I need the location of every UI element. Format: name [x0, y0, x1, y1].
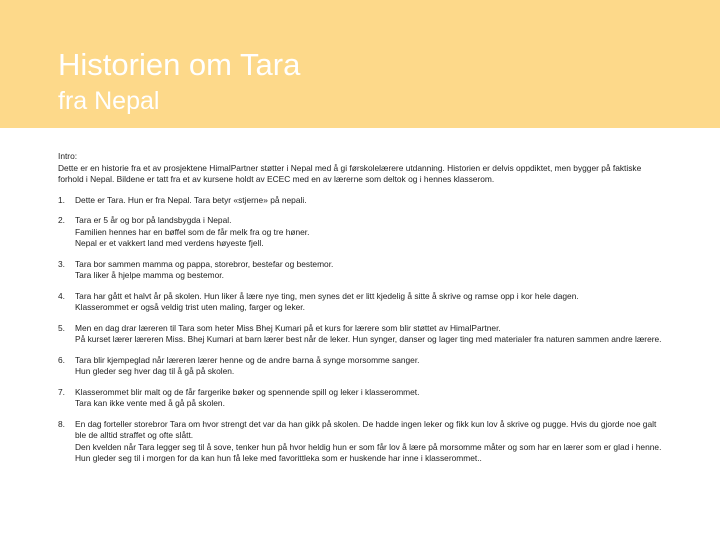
slide-content [58, 151, 664, 474]
list-item-number: 6. [58, 354, 65, 365]
list-item-number: 8. [58, 418, 65, 429]
slide-subtitle: fra Nepal [58, 87, 160, 115]
list-item [58, 355, 664, 378]
list-item-text [75, 215, 664, 250]
list-item-text [75, 355, 664, 378]
list-item-line: Men en dag drar læreren til Tara som heter Miss Bhej Kumari på et kurs for lærere som blir støttet av HimalPartner. [75, 322, 501, 333]
list-item [58, 419, 664, 465]
list-item-number: 7. [58, 386, 65, 397]
intro-heading: Intro: [58, 151, 78, 161]
slide-title: Historien om Tara [58, 47, 301, 82]
intro-body: Dette er en historie fra et av prosjektene HimalPartner støtter i Nepal med å gi førskolelærere utdanning. Historien er delvis oppdiktet, men bygger på faktiske forhold i Nepal. Bildene er tatt fra et av kursene holdt av ECEC med en av lærerne som deltok og i hennes klasserom. [58, 162, 642, 185]
list-item-number: 1. [58, 194, 65, 205]
list-item-number: 2. [58, 215, 65, 226]
list-item-text [75, 259, 664, 282]
list-item-line: Dette er Tara. Hun er fra Nepal. Tara betyr «stjerne» på nepali. [75, 194, 307, 205]
list-item-line: På kurset lærer læreren Miss. Bhej Kumari at barn lærer best når de leker. Hun synger, danser og lager ting med materialer fra naturen sammen andre lærere. [75, 334, 662, 345]
list-item-number: 3. [58, 258, 65, 269]
list-item [58, 259, 664, 282]
list-item [58, 215, 664, 250]
story-list [58, 195, 664, 465]
list-item [58, 291, 664, 314]
list-item-text [75, 419, 664, 465]
list-item-number: 4. [58, 290, 65, 301]
list-item-line: Familien hennes har en bøffel som de får melk fra og tre høner. [75, 226, 310, 237]
list-item-line: Tara kan ikke vente med å gå på skolen. [75, 398, 225, 409]
list-item-text [75, 291, 664, 314]
list-item-text [75, 387, 664, 410]
list-item-line: Tara liker å hjelpe mamma og bestemor. [75, 270, 224, 281]
list-item [58, 323, 664, 346]
list-item-line: Den kvelden når Tara legger seg til å sove, tenker hun på hvor heldig hun er som får lov å lære på morsomme måter og som har en lærer som er glad i henne. Hun gleder seg til i morgen for da kan hun få leke med favorittleka som er huskende har inne i klasserommet.. [75, 441, 662, 464]
intro-section [58, 151, 664, 186]
list-item-line: Tara er 5 år og bor på landsbygda i Nepal. [75, 215, 232, 226]
list-item-text [75, 323, 664, 346]
list-item-line: En dag forteller storebror Tara om hvor strengt det var da han gikk på skolen. De hadde ingen leker og fikk kun lov å skrive og pugge. Hvis du gjorde noe galt ble de alltid straffet og ofte slått. [75, 418, 657, 441]
list-item-line: Tara har gått et halvt år på skolen. Hun liker å lære nye ting, men synes det er litt kjedelig å sitte å skrive og ramse opp i kor hele dagen. [75, 290, 579, 301]
list-item-line: Tara blir kjempeglad når læreren lærer henne og de andre barna å synge morsomme sanger. [75, 354, 420, 365]
list-item-line: Tara bor sammen mamma og pappa, storebror, bestefar og bestemor. [75, 258, 334, 269]
list-item-text [75, 195, 664, 207]
list-item [58, 387, 664, 410]
list-item-line: Nepal er et vakkert land med verdens høyeste fjell. [75, 238, 264, 249]
list-item-number: 5. [58, 322, 65, 333]
list-item-line: Hun gleder seg hver dag til å gå på skolen. [75, 366, 235, 377]
list-item-line: Klasserommet er også veldig trist uten maling, farger og leker. [75, 302, 305, 313]
list-item-line: Klasserommet blir malt og de får fargerike bøker og spennende spill og leker i klasserommet. [75, 386, 420, 397]
list-item [58, 195, 664, 207]
